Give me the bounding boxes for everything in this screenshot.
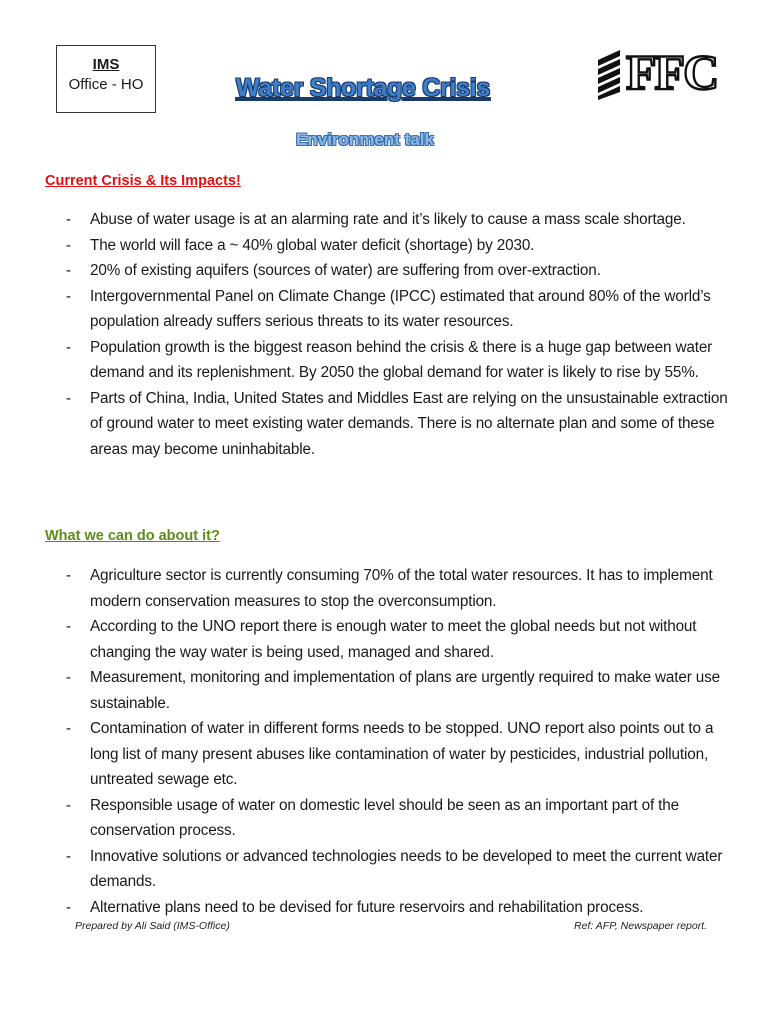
list-item: - Measurement, monitoring and implementation of plans are urgently required to make water use sustainable. bbox=[66, 669, 721, 712]
list-item: - According to the UNO report there is enough water to meet the global needs but not without changing the way water is being used, managed and shared. bbox=[66, 618, 697, 661]
list-item: - Intergovernmental Panel on Climate Change (IPCC) estimated that around 80% of the world’s population already suffers serious threats to its water resources. bbox=[66, 287, 711, 330]
list-item: - Parts of China, India, United States and Middles East are relying on the unsustainable extraction of ground water to meet existing water demands. There is no alternate plan and some of these areas may become uninhabitable. bbox=[66, 389, 728, 458]
list-item: - 20% of existing aquifers (sources of water) are suffering from over-extraction. bbox=[66, 262, 601, 279]
ims-office-box bbox=[56, 45, 156, 113]
page-subtitle: Environment talk bbox=[296, 130, 434, 149]
page-title: Water Shortage Crisis bbox=[236, 74, 490, 102]
list-item: - Responsible usage of water on domestic level should be seen as an important part of the conservation process. bbox=[66, 796, 679, 839]
ffc-logo-text: FFC bbox=[626, 44, 718, 100]
list-item: - Population growth is the biggest reason behind the crisis & there is a huge gap between water demand and its replenishment. By 2050 the global demand for water is likely to rise by 55%. bbox=[66, 338, 713, 381]
list-item: - The world will face a ~ 40% global water deficit (shortage) by 2030. bbox=[66, 236, 535, 254]
prepared-by-note: Prepared by Ali Said (IMS-Office) bbox=[75, 920, 230, 932]
list-item: - Agriculture sector is currently consuming 70% of the total water resources. It has to implement modern conservation measures to stop the overconsumption. bbox=[66, 567, 713, 610]
list-item: - Contamination of water in different forms needs to be stopped. UNO report also points out to a long list of many present abuses like contamination of water by pesticides, industrial pollution, untreated sewage etc. bbox=[66, 720, 714, 788]
impacts-list bbox=[66, 207, 734, 462]
box-subtitle: Office - HO bbox=[68, 76, 144, 93]
list-item: - Innovative solutions or advanced technologies needs to be developed to meet the current water demands. bbox=[66, 847, 723, 890]
reference-note: Ref: AFP, Newspaper report. bbox=[574, 920, 708, 932]
list-item: - Alternative plans need to be devised for future reservoirs and rehabilitation process. bbox=[66, 898, 644, 916]
box-title: IMS bbox=[92, 56, 120, 73]
section-heading-what-we-can-do: What we can do about it? bbox=[45, 528, 220, 544]
actions-list bbox=[66, 563, 734, 920]
section-heading-current-crisis: Current Crisis & Its Impacts! bbox=[45, 173, 241, 189]
list-item: - Abuse of water usage is at an alarming rate and it’s likely to cause a mass scale shortage. bbox=[66, 211, 686, 228]
